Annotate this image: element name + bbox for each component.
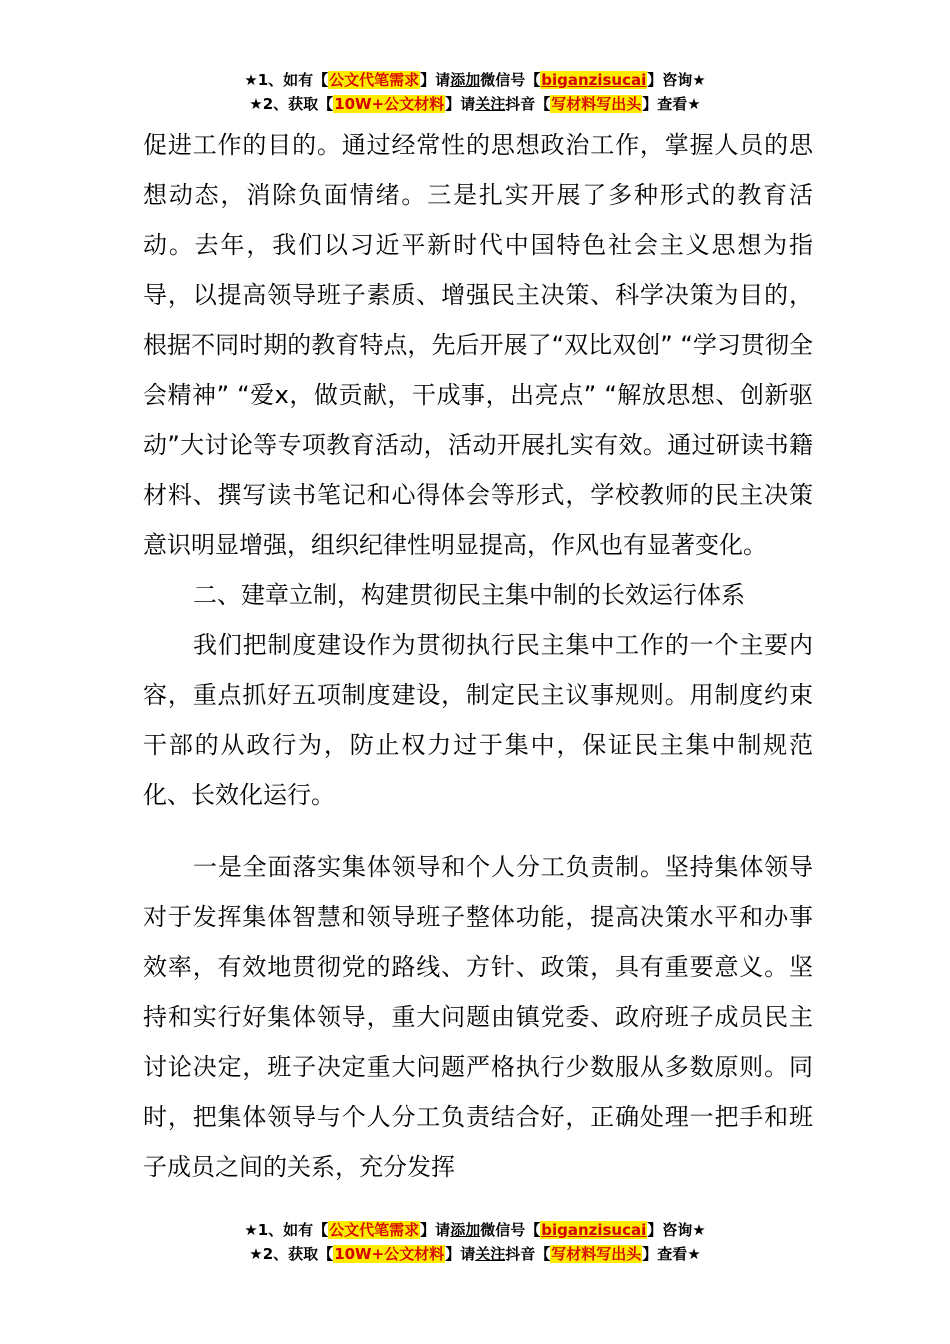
section-heading: 二、建章立制，构建贯彻民主集中制的长效运行体系 bbox=[193, 581, 745, 609]
highlight-text: 写材料写出头 bbox=[551, 1245, 642, 1263]
text: 】请 bbox=[420, 71, 451, 89]
footer-banner-line-1 bbox=[0, 1218, 950, 1242]
header-banner bbox=[0, 68, 950, 116]
paragraph: 一是全面落实集体领导和个人分工负责制。坚持集体领导对于发挥集体智慧和领导班子整体功能，提高决策水平和办事效率，有效地贯彻党的路线、方针、政策，具有重要意义。坚持和实行好集体领导，重大问题由镇党委、政府班子成员民主讨论决定，班子决定重大问题严格执行少数服从多数原则。同时，把集体领导与个人分工负责结合好，正确处理一把手和班子成员之间的关系，充分发挥 bbox=[143, 853, 813, 1181]
emphasis-text: 关注 bbox=[475, 1245, 506, 1263]
text: 】咨询★ bbox=[647, 1221, 706, 1239]
paragraph: 促进工作的目的。通过经常性的思想政治工作，掌握人员的思想动态，消除负面情绪。三是扎实开展了多种形式的教育活动。去年，我们以习近平新时代中国特色社会主义思想为指导，以提高领导班子素质、增强民主决策、科学决策为目的，根据不同时期的教育特点，先后开展了“双比双创” “学习贯彻全会精神” “爱x，做贡献，干成事，出亮点” “解放思想、创新驱动”大讨论等专项教育活动，活动开展扎实有效。通过研读书籍材料、撰写读书笔记和心得体会等形式，学校教师的民主决策意识明显增强，组织纪律性明显提高，作风也有显著变化。 bbox=[143, 131, 813, 559]
highlight-text: 10W+公文材料 bbox=[334, 1245, 445, 1263]
emphasis-text: 关注 bbox=[475, 95, 506, 113]
header-banner-line-1 bbox=[0, 68, 950, 92]
text: 抖音【 bbox=[505, 1245, 551, 1263]
text: 】查看★ bbox=[642, 1245, 701, 1263]
paragraph-gap bbox=[143, 820, 813, 842]
highlight-text: 公文代笔需求 bbox=[329, 1221, 420, 1239]
wechat-id-link[interactable]: biganzisucai bbox=[541, 1221, 647, 1239]
text: ★1、如有【 bbox=[244, 1221, 329, 1239]
footer-banner bbox=[0, 1218, 950, 1266]
text: ★1、如有【 bbox=[244, 71, 329, 89]
paragraph: 我们把制度建设作为贯彻执行民主集中工作的一个主要内容，重点抓好五项制度建设，制定民主议事规则。用制度约束干部的从政行为，防止权力过于集中，保证民主集中制规范化、长效化运行。 bbox=[143, 631, 813, 809]
highlight-text: 10W+公文材料 bbox=[334, 95, 445, 113]
document-body bbox=[143, 120, 813, 1192]
text: 】请 bbox=[445, 1245, 476, 1263]
text: 微信号【 bbox=[480, 71, 541, 89]
text: ★2、获取【 bbox=[249, 95, 334, 113]
text: 】查看★ bbox=[642, 95, 701, 113]
emphasis-text: 添加 bbox=[450, 71, 481, 89]
text: 】请 bbox=[420, 1221, 451, 1239]
header-banner-line-2 bbox=[0, 92, 950, 116]
highlight-text: 写材料写出头 bbox=[551, 95, 642, 113]
emphasis-text: 添加 bbox=[450, 1221, 481, 1239]
text: 抖音【 bbox=[505, 95, 551, 113]
text: ★2、获取【 bbox=[249, 1245, 334, 1263]
text: 】请 bbox=[445, 95, 476, 113]
highlight-text: 公文代笔需求 bbox=[329, 71, 420, 89]
wechat-id-link[interactable]: biganzisucai bbox=[541, 71, 647, 89]
text: 】咨询★ bbox=[647, 71, 706, 89]
text: 微信号【 bbox=[480, 1221, 541, 1239]
footer-banner-line-2 bbox=[0, 1242, 950, 1266]
